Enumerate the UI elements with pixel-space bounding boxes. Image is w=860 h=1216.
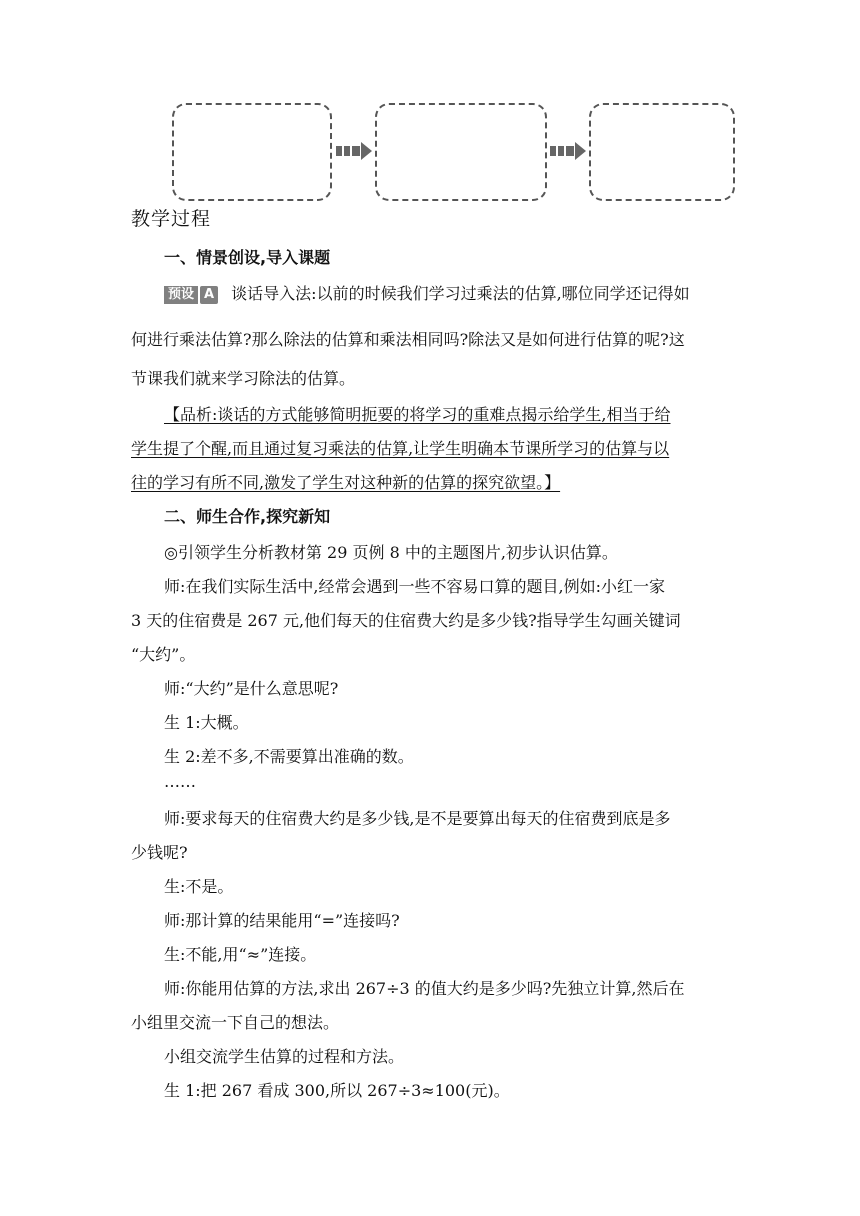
body-line: 生 2:差不多,不需要算出准确的数。 [164,747,414,766]
body-line: …… [164,772,196,791]
body-line: 师:在我们实际生活中,经常会遇到一些不容易口算的题目,例如:小红一家 [164,577,665,596]
arrow-right-icon [548,140,588,162]
body-line: 师:“大约”是什么意思呢? [164,679,339,698]
analysis-line-1: 【品析:谈话的方式能够简明扼要的将学习的重难点揭示给学生,相当于给 [164,405,671,424]
body-line: 师:要求每天的住宿费大约是多少钱,是不是要算出每天的住宿费到底是多 [164,809,671,828]
section-title: 教学过程 [131,208,212,230]
analysis-line-2: 学生提了个醒,而且通过复习乘法的估算,让学生明确本节课所学习的估算与以 [131,439,670,458]
analysis-line-3: 往的学习有所不同,激发了学生对这种新的估算的探究欲望。】 [131,473,561,492]
flow-box-1 [172,103,332,201]
flow-box-2 [375,103,547,201]
body-line: 师:你能用估算的方法,求出 267÷3 的值大约是多少吗?先独立计算,然后在 [164,979,685,998]
flow-box-3 [589,103,735,201]
body-line: ◎引领学生分析教材第 29 页例 8 中的主题图片,初步认识估算。 [164,543,618,562]
body-line: 3 天的住宿费是 267 元,他们每天的住宿费大约是多少钱?指导学生勾画关键词 [131,611,681,630]
body-line: “大约”。 [131,645,196,664]
body-line: 小组里交流一下自己的想法。 [131,1013,340,1032]
intro-line-3: 节课我们就来学习除法的估算。 [131,369,356,388]
body-line: 生:不是。 [164,877,234,896]
body-line: 生 1:把 267 看成 300,所以 267÷3≈100(元)。 [164,1081,510,1100]
intro-line-1: 预设 A 谈话导入法:以前的时候我们学习过乘法的估算,哪位同学还记得如 [164,281,690,304]
body-line: 师:那计算的结果能用“=”连接吗? [164,911,400,930]
heading-2: 二、师生合作,探究新知 [164,507,331,526]
intro-line-2: 何进行乘法估算?那么除法的估算和乘法相同吗?除法又是如何进行估算的呢?这 [131,330,685,349]
body-line: 生 1:大概。 [164,713,249,732]
heading-1: 一、情景创设,导入课题 [164,248,331,267]
preset-badge: 预设 A [164,286,218,304]
body-line: 少钱呢? [131,843,188,862]
body-line: 生:不能,用“≈”连接。 [164,945,317,964]
body-line: 小组交流学生估算的过程和方法。 [164,1047,405,1066]
arrow-right-icon [334,140,374,162]
